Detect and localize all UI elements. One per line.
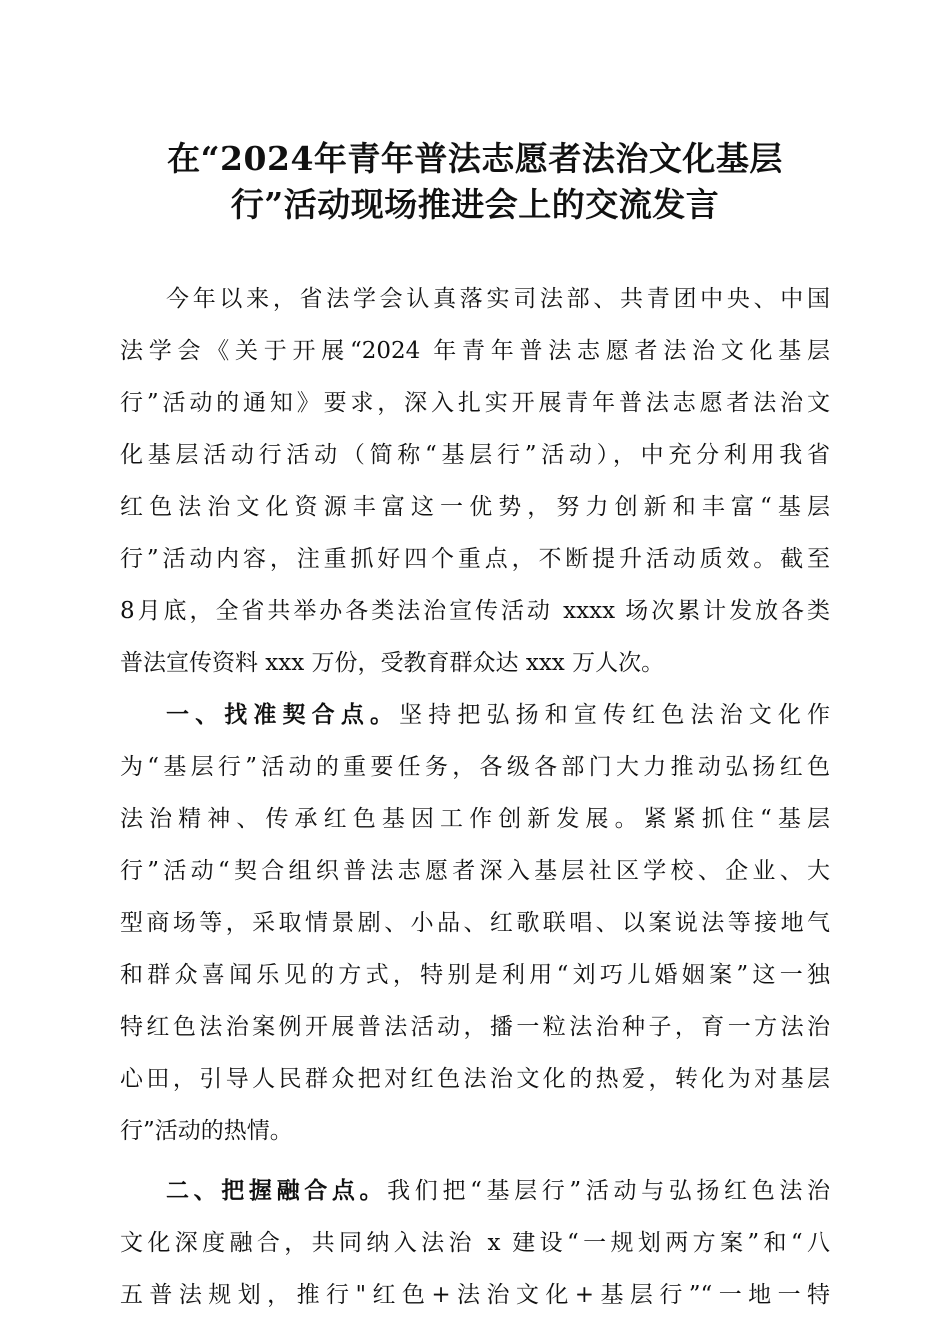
paragraph-line: 8月底，全省共举办各类法治宣传活动 xxxx 场次累计发放各类 <box>120 598 830 624</box>
section-2-paragraph <box>120 1165 830 1321</box>
paragraph-line <box>120 1165 830 1217</box>
paragraph-line: 行”活动内容，注重抓好四个重点，不断提升活动质效。截至 <box>120 546 830 572</box>
paragraph-line: 行”活动“契合组织普法志愿者深入基层社区学校、企业、大 <box>120 858 830 884</box>
paragraph-line <box>120 689 830 741</box>
intro-paragraph <box>120 273 830 689</box>
paragraph-line: 型商场等，采取情景剧、小品、红歌联唱、以案说法等接地气 <box>120 910 830 936</box>
paragraph-line: 化基层活动行活动（简称“基层行”活动），中充分利用我省 <box>120 442 830 468</box>
section-1-first-line: 坚持把弘扬和宣传红色法治文化作 <box>399 702 831 728</box>
paragraph-line: 为“基层行”活动的重要任务，各级各部门大力推动弘扬红色 <box>120 754 830 780</box>
title-line-2: 行”活动现场推进会上的交流发言 <box>230 185 720 224</box>
paragraph-line: 法学会《关于开展“2024 年青年普法志愿者法治文化基层 <box>120 338 830 364</box>
paragraph-line: 今年以来，省法学会认真落实司法部、共青团中央、中国 <box>166 286 830 312</box>
section-1-paragraph <box>120 689 830 1157</box>
paragraph-line: 和群众喜闻乐见的方式，特别是利用“刘巧儿婚姻案”这一独 <box>120 962 830 988</box>
section-2-first-line: 我们把“基层行”活动与弘扬红色法治 <box>387 1178 830 1204</box>
paragraph-line: 文化深度融合，共同纳入法治 x 建设“一规划两方案”和“八 <box>120 1230 830 1256</box>
paragraph-line: 普法宣传资料 xxx 万份，受教育群众达 xxx 万人次。 <box>120 650 665 676</box>
section-1-heading: 一、找准契合点。 <box>166 701 400 728</box>
paragraph-line: 红色法治文化资源丰富这一优势，努力创新和丰富“基层 <box>120 494 830 520</box>
paragraph-line: 行”活动的热情。 <box>120 1118 293 1144</box>
paragraph-line: 心田，引导人民群众把对红色法治文化的热爱，转化为对基层 <box>120 1066 830 1092</box>
section-2-heading: 二、把握融合点。 <box>166 1177 388 1204</box>
title-line-1: 在“2024年青年普法志愿者法治文化基层 <box>167 139 783 178</box>
paragraph-line: 行”活动的通知》要求，深入扎实开展青年普法志愿者法治文 <box>120 390 830 416</box>
document-body <box>120 273 830 1321</box>
paragraph-line: 五普法规划，推行"红色+法治文化+基层行”“一地一特 <box>120 1282 830 1308</box>
paragraph-line: 特红色法治案例开展普法活动，播一粒法治种子，育一方法治 <box>120 1014 830 1040</box>
document-title <box>100 136 850 228</box>
paragraph-line: 法治精神、传承红色基因工作创新发展。紧紧抓住“基层 <box>120 806 830 832</box>
